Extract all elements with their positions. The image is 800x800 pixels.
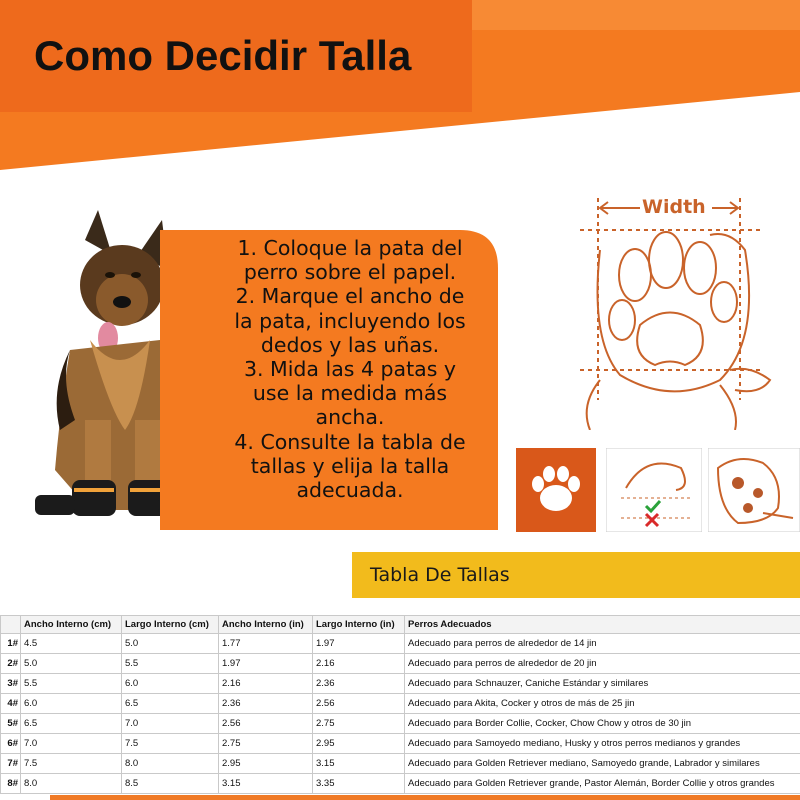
- table-cell: 8.5: [122, 774, 219, 794]
- size-chart-title: Tabla De Tallas: [370, 564, 510, 586]
- table-cell: 6.0: [21, 694, 122, 714]
- paw-toe: [649, 232, 683, 288]
- table-cell: 3.35: [313, 774, 405, 794]
- dog-boot: [72, 480, 116, 516]
- table-cell: 3.15: [219, 774, 313, 794]
- table-cell: 2.95: [219, 754, 313, 774]
- table-row: [1, 694, 800, 714]
- table-row: [1, 734, 800, 754]
- banner-accent: [472, 0, 800, 30]
- table-cell: Adecuado para Akita, Cocker y otros de más de 25 jin: [405, 694, 800, 714]
- table-row: [1, 634, 800, 654]
- table-cell: 5.5: [122, 654, 219, 674]
- table-cell: 8.0: [21, 774, 122, 794]
- table-cell: 1.77: [219, 634, 313, 654]
- table-header-row: [1, 616, 800, 634]
- paw-toe: [711, 282, 737, 322]
- size-label: 1#: [1, 634, 21, 654]
- table-cell: 7.0: [21, 734, 122, 754]
- table-row: [1, 674, 800, 694]
- instruction-line: 1. Coloque la pata del: [237, 236, 463, 260]
- table-cell: 2.95: [313, 734, 405, 754]
- table-cell: 7.5: [21, 754, 122, 774]
- table-cell: 2.75: [313, 714, 405, 734]
- table-cell: 2.56: [313, 694, 405, 714]
- table-cell: 5.0: [21, 654, 122, 674]
- size-label: 3#: [1, 674, 21, 694]
- instruction-line: dedos y las uñas.: [260, 332, 440, 357]
- instruction-line: la pata, incluyendo los: [234, 308, 466, 333]
- instruction-line: 3. Mida las 4 patas y: [243, 357, 457, 382]
- table-row: [1, 774, 800, 794]
- paw-toe: [619, 249, 651, 301]
- size-label: 6#: [1, 734, 21, 754]
- instruction-line: tallas y elija la talla: [250, 453, 450, 478]
- column-header: Perros Adecuados: [405, 616, 800, 634]
- table-row: [1, 654, 800, 674]
- size-label: 2#: [1, 654, 21, 674]
- paw-toe: [684, 242, 716, 294]
- table-cell: Adecuado para Border Collie, Cocker, Chow Chow y otros de 30 jin: [405, 714, 800, 734]
- table-cell: 3.15: [313, 754, 405, 774]
- table-cell: Adecuado para perros de alrededor de 14 jin: [405, 634, 800, 654]
- table-row: [1, 714, 800, 734]
- size-label: 4#: [1, 694, 21, 714]
- table-cell: 6.5: [122, 694, 219, 714]
- table-cell: 1.97: [219, 654, 313, 674]
- measure-check-icon: [606, 448, 702, 532]
- table-cell: 5.5: [21, 674, 122, 694]
- table-cell: 7.0: [122, 714, 219, 734]
- table-cell: 2.75: [219, 734, 313, 754]
- column-header: Ancho Interno (in): [219, 616, 313, 634]
- table-cell: Adecuado para Golden Retriever mediano, Samoyedo grande, Labrador y similares: [405, 754, 800, 774]
- instruction-line: 4. Consulte la tabla de: [234, 429, 466, 454]
- size-label: 5#: [1, 714, 21, 734]
- table-cell: 4.5: [21, 634, 122, 654]
- size-label: 7#: [1, 754, 21, 774]
- table-cell: 2.36: [219, 694, 313, 714]
- page-title: Como Decidir Talla: [34, 32, 412, 79]
- size-chart-table: [0, 615, 800, 794]
- table-cell: Adecuado para perros de alrededor de 20 jin: [405, 654, 800, 674]
- dog-sitting-icon: [708, 448, 800, 532]
- table-cell: Adecuado para Schnauzer, Caniche Estándar y similares: [405, 674, 800, 694]
- instruction-line: use la medida más: [252, 381, 448, 406]
- table-cell: 2.56: [219, 714, 313, 734]
- column-header: Ancho Interno (cm): [21, 616, 122, 634]
- table-cell: 7.5: [122, 734, 219, 754]
- table-cell: 2.36: [313, 674, 405, 694]
- bottom-accent-line: [50, 795, 800, 800]
- instruction-line: ancha.: [315, 405, 385, 430]
- table-cell: 1.97: [313, 634, 405, 654]
- table-row: [1, 754, 800, 774]
- instruction-line: 2. Marque el ancho de: [235, 284, 465, 309]
- table-cell: 6.0: [122, 674, 219, 694]
- header-banner: [0, 0, 800, 170]
- column-header: [1, 616, 21, 634]
- instructions-text: [210, 236, 490, 502]
- instruction-line: adecuada.: [296, 478, 404, 503]
- table-cell: 5.0: [122, 634, 219, 654]
- table-cell: Adecuado para Golden Retriever grande, Pastor Alemán, Border Collie y otros grandes: [405, 774, 800, 794]
- size-label: 8#: [1, 774, 21, 794]
- paw-print-icon: [516, 448, 596, 532]
- column-header: Largo Interno (in): [313, 616, 405, 634]
- paw-width-diagram: [560, 190, 800, 430]
- table-cell: 8.0: [122, 754, 219, 774]
- table-cell: 2.16: [313, 654, 405, 674]
- table-cell: 2.16: [219, 674, 313, 694]
- paw-toe: [609, 300, 635, 340]
- table-cell: 6.5: [21, 714, 122, 734]
- instruction-line: perro sobre el papel.: [243, 260, 457, 285]
- width-label: Width: [642, 196, 706, 218]
- column-header: Largo Interno (cm): [122, 616, 219, 634]
- table-cell: Adecuado para Samoyedo mediano, Husky y otros perros medianos y grandes: [405, 734, 800, 754]
